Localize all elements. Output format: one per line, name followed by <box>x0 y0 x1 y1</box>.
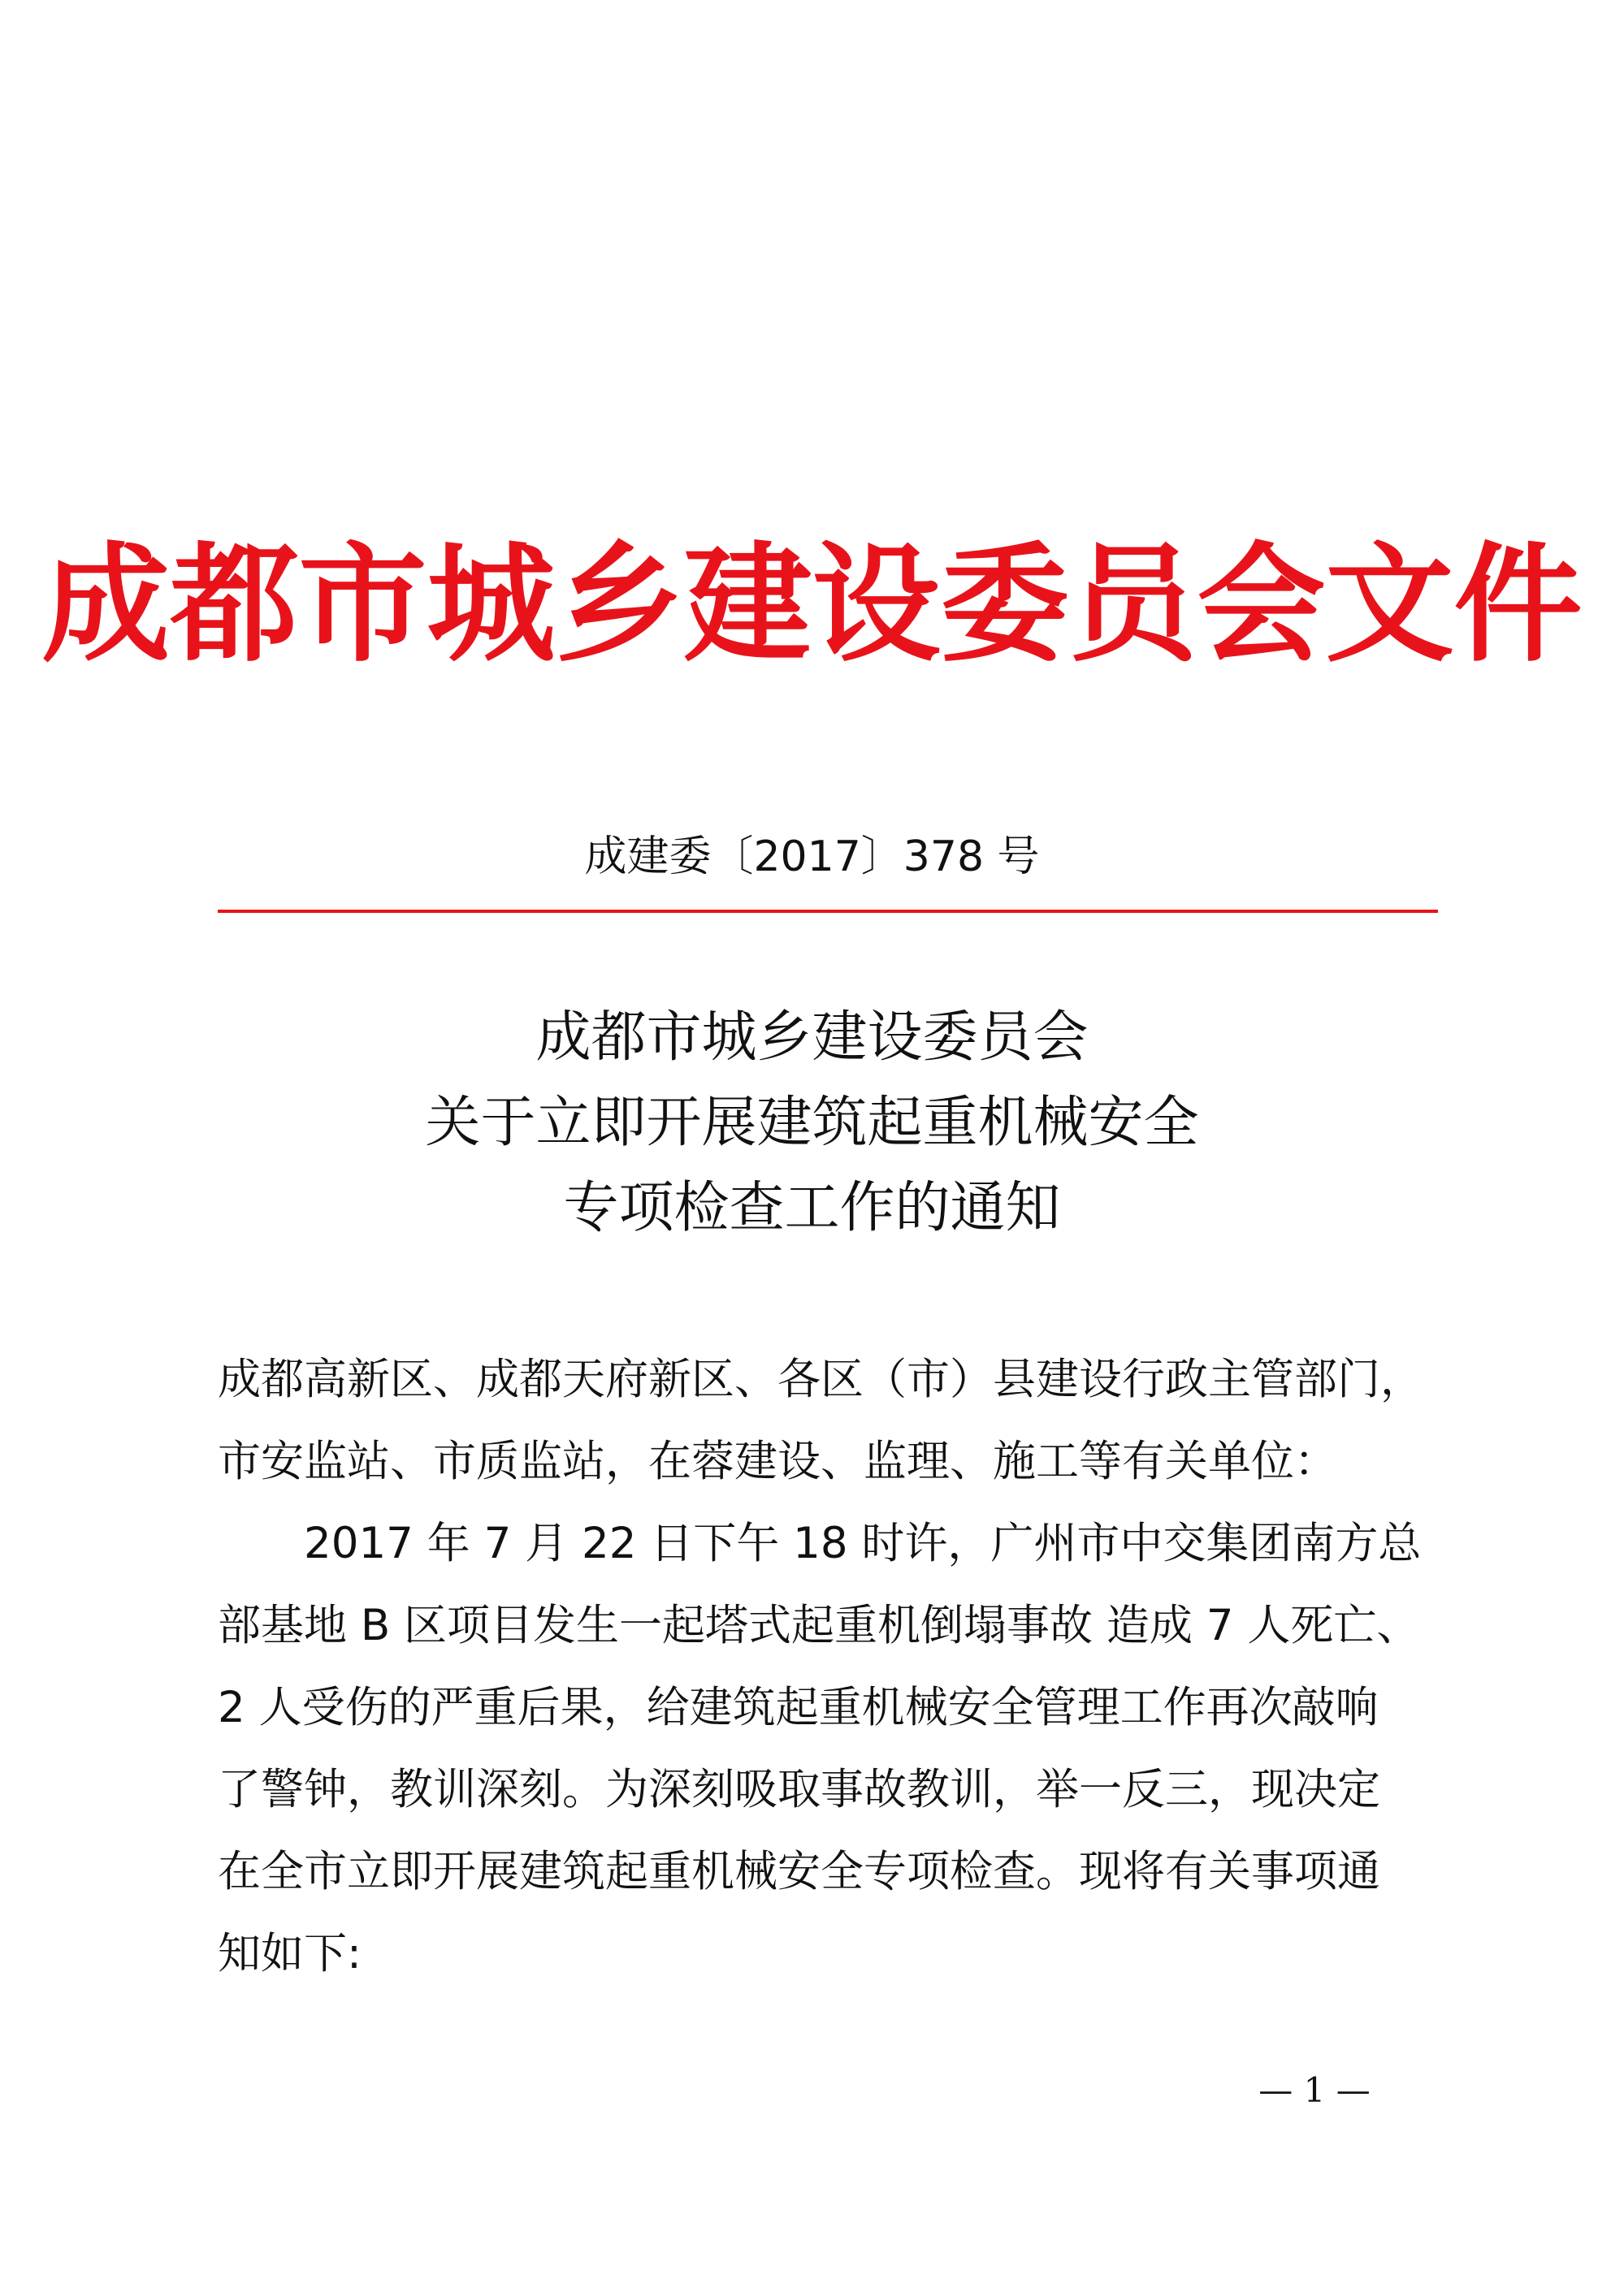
paragraph-line: 在全市立即开展建筑起重机械安全专项检查。现将有关事项通 <box>218 1847 1380 1896</box>
document-masthead: 成都市城乡建设委员会文件 <box>41 530 1583 680</box>
paragraph-line: 了警钟，教训深刻。为深刻吸取事故教训，举一反三，现决定 <box>218 1765 1380 1814</box>
paragraph-line: 2017 年 7 月 22 日下午 18 时许，广州市中交集团南方总 <box>304 1519 1422 1568</box>
paragraph-line: 知如下: <box>218 1929 362 1978</box>
recipients-line: 成都高新区、成都天府新区、各区（市）县建设行政主管部门， <box>218 1355 1423 1404</box>
document-body <box>218 1338 1423 1995</box>
title-line: 关于立即开展建筑起重机械安全 <box>425 1091 1199 1155</box>
title-line: 成都市城乡建设委员会 <box>535 1005 1089 1070</box>
paragraph-line: 部基地 B 区项目发生一起塔式起重机倒塌事故 造成 7 人死亡、 <box>218 1601 1420 1650</box>
red-divider-rule <box>218 910 1438 913</box>
paragraph-line: 2 人受伤的严重后果，给建筑起重机械安全管理工作再次敲响 <box>218 1683 1379 1732</box>
document-title <box>0 995 1624 1251</box>
page-number: — 1 — <box>1258 2070 1371 2110</box>
title-line: 专项检查工作的通知 <box>563 1176 1061 1240</box>
recipients-line: 市安监站、市质监站，在蓉建设、监理、施工等有关单位： <box>218 1437 1337 1486</box>
document-number: 成建委〔2017〕378 号 <box>584 832 1040 881</box>
